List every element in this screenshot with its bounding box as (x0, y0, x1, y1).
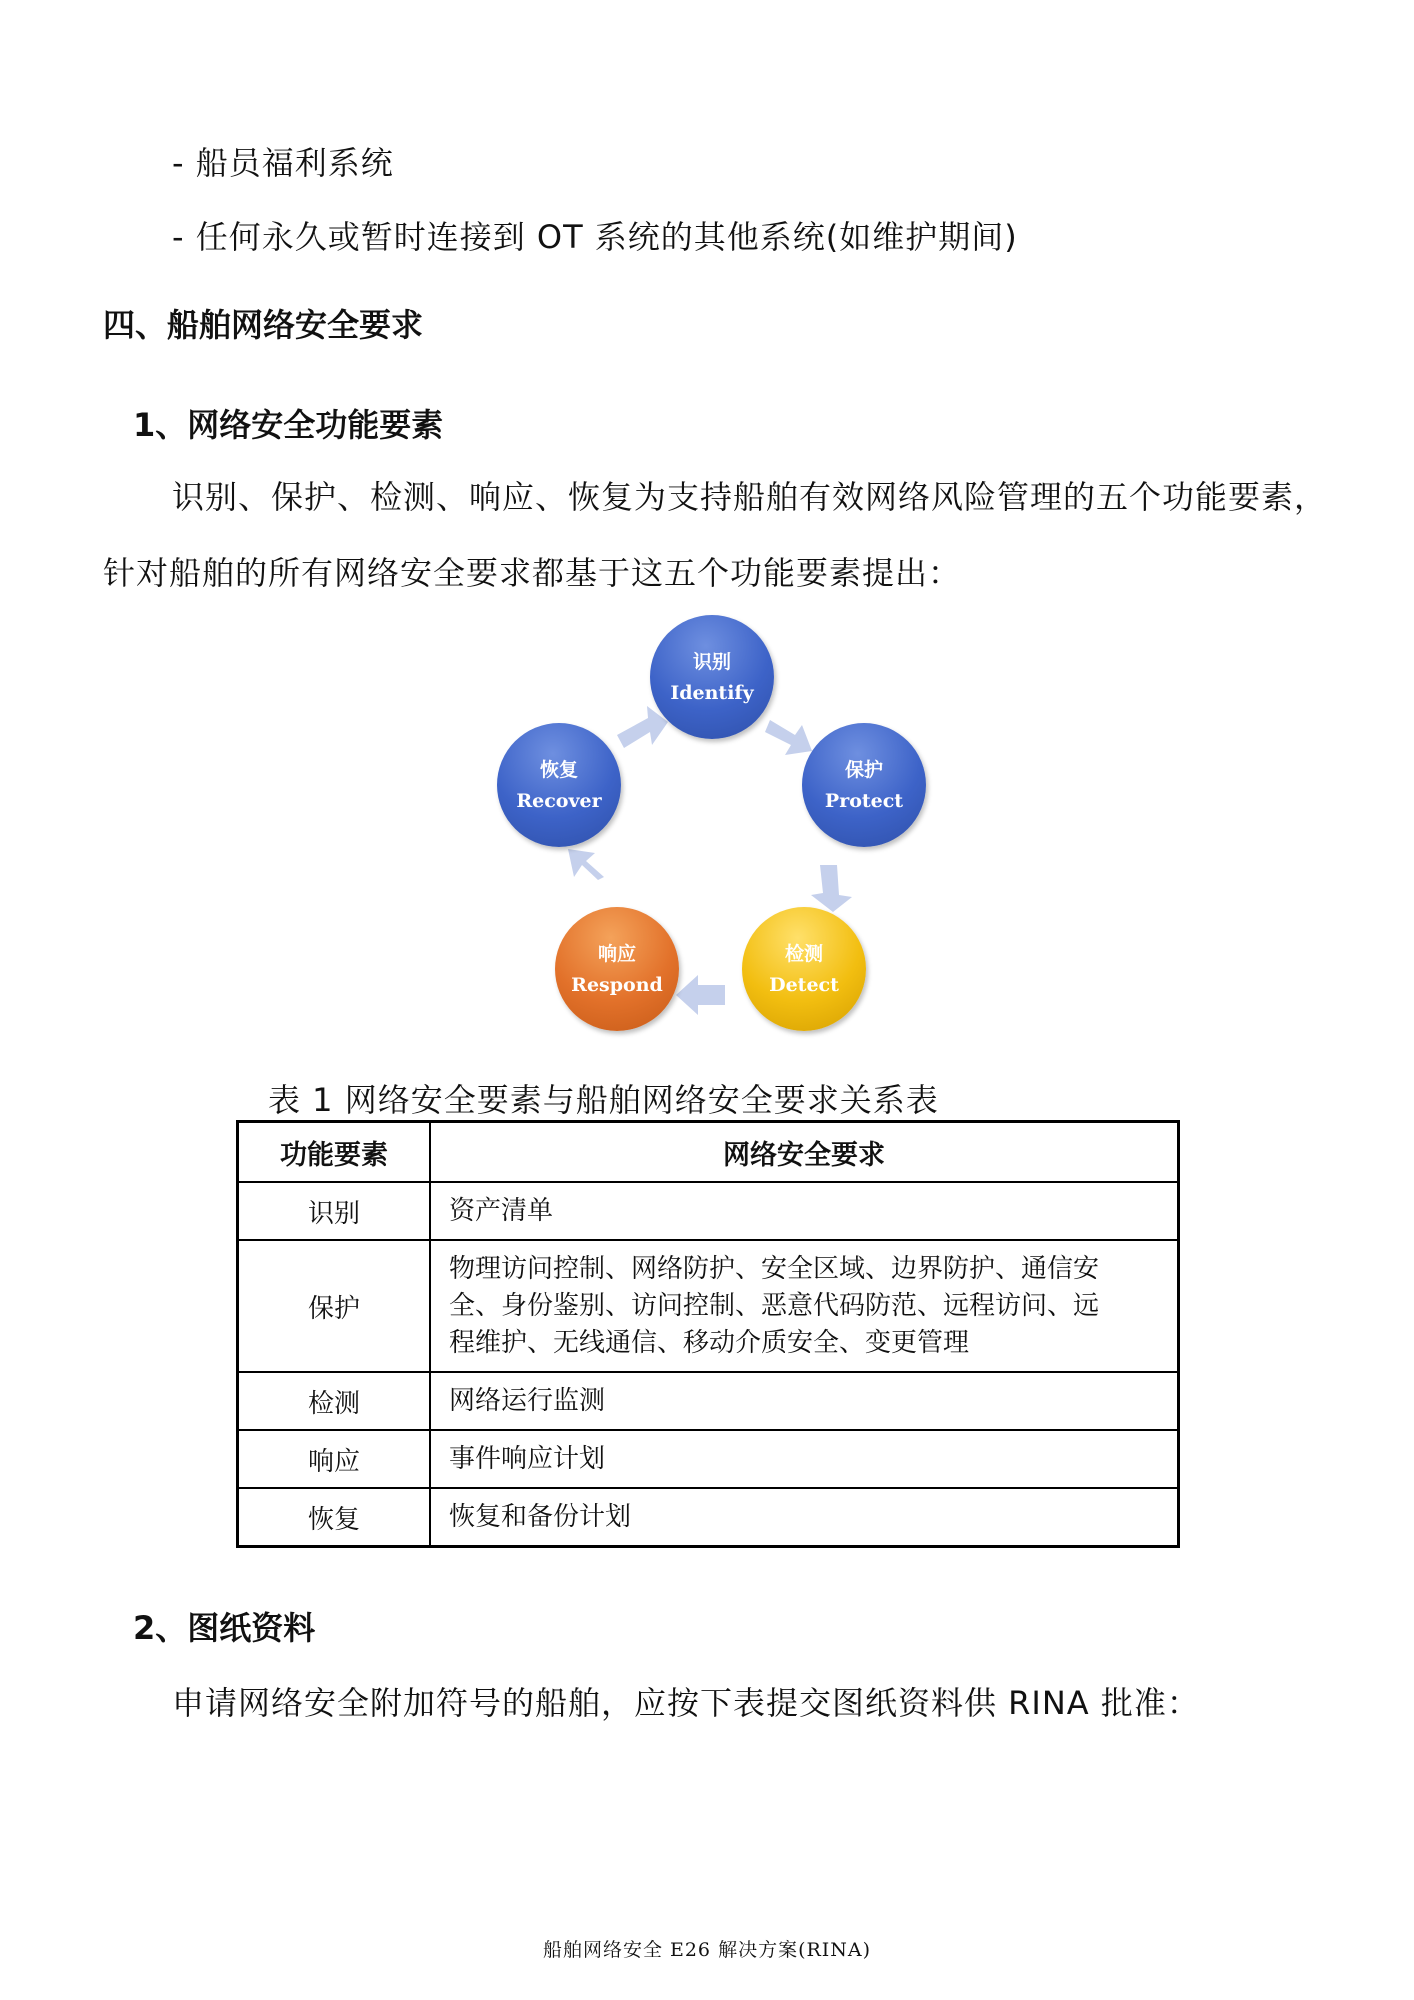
arrow-icon (676, 975, 725, 1015)
requirements-table (236, 1120, 1180, 1548)
section-title: 四、船舶网络安全要求 (103, 306, 424, 344)
identify-node (650, 615, 774, 739)
requirement-cell: 恢复和备份计划 (430, 1488, 1179, 1547)
detect-node (742, 907, 866, 1031)
table-row (238, 1430, 1179, 1488)
function-cycle-diagram (480, 615, 940, 1035)
respond-en-label: Respond (571, 974, 663, 996)
subsection-title: 1、网络安全功能要素 (133, 406, 444, 444)
respond-node (555, 907, 679, 1031)
outro-paragraph: 申请网络安全附加符号的船舶，应按下表提交图纸资料供 RINA 批准： (172, 1684, 1200, 1722)
requirement-cell: 资产清单 (430, 1182, 1179, 1240)
respond-cn-label: 响应 (597, 943, 636, 965)
requirement-cell: 网络运行监测 (430, 1372, 1179, 1430)
protect-node (802, 723, 926, 847)
requirement-line: 程维护、无线通信、移动介质安全、变更管理 (449, 1327, 970, 1358)
table-row (238, 1240, 1179, 1372)
bullet-crew-welfare: - 船员福利系统 (172, 144, 394, 182)
table-row (238, 1488, 1179, 1547)
page-footer: 船舶网络安全 E26 解决方案(RINA) (542, 1939, 872, 1961)
protect-cn-label: 保护 (844, 759, 883, 781)
element-cell: 保护 (238, 1240, 431, 1372)
recover-cn-label: 恢复 (539, 759, 578, 781)
element-cell: 识别 (238, 1182, 431, 1240)
recover-node (497, 723, 621, 847)
arrow-icon (811, 865, 852, 912)
requirement-cell (430, 1240, 1179, 1372)
bullet-other-systems: - 任何永久或暂时连接到 OT 系统的其他系统(如维护期间) (172, 218, 1018, 256)
requirement-line: 全、身份鉴别、访问控制、恶意代码防范、远程访问、远 (449, 1290, 1100, 1321)
subsection-title: 2、图纸资料 (133, 1609, 316, 1647)
intro-paragraph-line: 针对船舶的所有网络安全要求都基于这五个功能要素提出： (103, 554, 962, 592)
table-row (238, 1182, 1179, 1240)
requirement-line: 物理访问控制、网络防护、安全区域、边界防护、通信安 (449, 1253, 1100, 1284)
identify-cn-label: 识别 (692, 651, 731, 673)
header-security-requirements: 网络安全要求 (430, 1122, 1179, 1183)
recover-en-label: Recover (516, 790, 602, 812)
element-cell: 响应 (238, 1430, 431, 1488)
table-header-row (238, 1122, 1179, 1183)
header-function-element: 功能要素 (238, 1122, 431, 1183)
table-caption: 表 1 网络安全要素与船舶网络安全要求关系表 (268, 1081, 939, 1119)
element-cell: 检测 (238, 1372, 431, 1430)
intro-paragraph-line: 识别、保护、检测、响应、恢复为支持船舶有效网络风险管理的五个功能要素， (172, 478, 1328, 516)
arrow-icon (765, 720, 812, 755)
identify-en-label: Identify (670, 682, 754, 704)
detect-en-label: Detect (769, 974, 839, 996)
arrow-icon (568, 849, 604, 880)
element-cell: 恢复 (238, 1488, 431, 1547)
requirement-cell: 事件响应计划 (430, 1430, 1179, 1488)
detect-cn-label: 检测 (784, 943, 823, 965)
table-row (238, 1372, 1179, 1430)
protect-en-label: Protect (824, 790, 904, 812)
